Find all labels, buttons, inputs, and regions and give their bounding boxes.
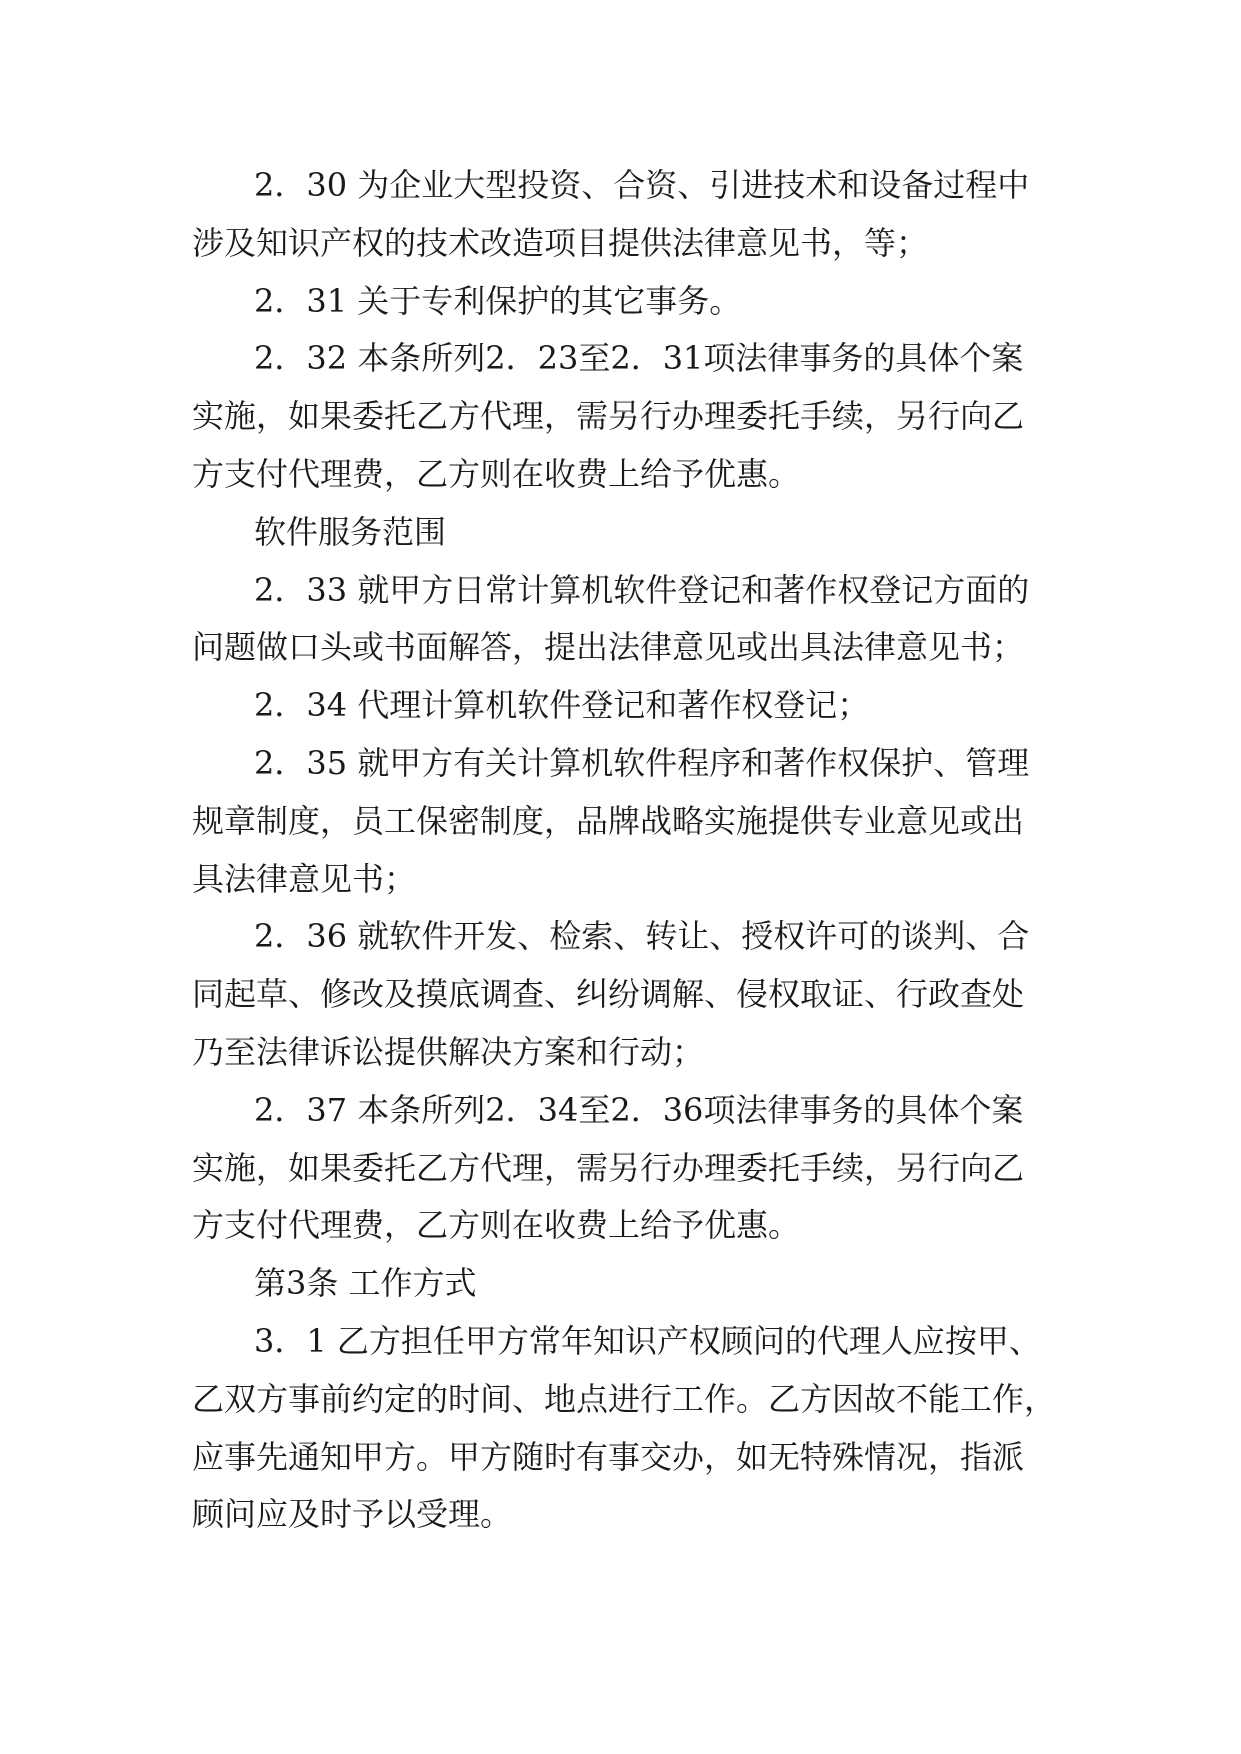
paragraph-3-1-line-2: 乙双方事前约定的时间、地点进行工作。乙方因故不能工作， <box>192 1379 1057 1418</box>
paragraph-2-36-line-1: 2．36 就软件开发、检索、转让、授权许可的谈判、合 <box>254 917 1030 956</box>
paragraph-2-32-line-1: 2．32 本条所列2．23至2．31项法律事务的具体个案 <box>254 339 1024 378</box>
paragraph-2-37-line-2: 实施，如果委托乙方代理，需另行办理委托手续，另行向乙 <box>192 1148 1025 1187</box>
paragraph-3-1-line-1: 3．1 乙方担任甲方常年知识产权顾问的代理人应按甲、 <box>254 1321 1041 1360</box>
paragraph-2-32-line-2: 实施，如果委托乙方代理，需另行办理委托手续，另行向乙 <box>192 397 1025 436</box>
paragraph-2-36-line-2: 同起草、修改及摸底调查、纠纷调解、侵权取证、行政查处 <box>192 975 1025 1014</box>
paragraph-3-1-line-4: 顾问应及时予以受理。 <box>192 1495 513 1534</box>
paragraph-2-33-line-1: 2．33 就甲方日常计算机软件登记和著作权登记方面的 <box>254 570 1030 609</box>
paragraph-2-35-line-2: 规章制度，员工保密制度，品牌战略实施提供专业意见或出 <box>192 801 1025 840</box>
section-heading-software-scope: 软件服务范围 <box>254 512 447 551</box>
document-body <box>192 157 1057 1544</box>
paragraph-2-33-line-2: 问题做口头或书面解答，提出法律意见或出具法律意见书； <box>192 628 1025 667</box>
paragraph-3-1-line-3: 应事先通知甲方。甲方随时有事交办，如无特殊情况，指派 <box>192 1437 1025 1476</box>
paragraph-2-30-line-1: 2．30 为企业大型投资、合资、引进技术和设备过程中 <box>254 166 1030 204</box>
paragraph-2-34-line-1: 2．34 代理计算机软件登记和著作权登记； <box>254 686 870 725</box>
paragraph-2-30-line-2: 涉及知识产权的技术改造项目提供法律意见书，等； <box>192 223 929 262</box>
article-3-heading: 第3条 工作方式 <box>254 1264 477 1303</box>
paragraph-2-36-line-3: 乃至法律诉讼提供解决方案和行动； <box>192 1032 705 1071</box>
paragraph-2-37-line-3: 方支付代理费，乙方则在收费上给予优惠。 <box>192 1206 801 1245</box>
paragraph-2-31-line-1: 2．31 关于专利保护的其它事务。 <box>254 281 742 320</box>
paragraph-2-35-line-3: 具法律意见书； <box>192 859 417 898</box>
paragraph-2-35-line-1: 2．35 就甲方有关计算机软件程序和著作权保护、管理 <box>254 743 1030 782</box>
paragraph-2-32-line-3: 方支付代理费，乙方则在收费上给予优惠。 <box>192 454 801 493</box>
paragraph-2-37-line-1: 2．37 本条所列2．34至2．36项法律事务的具体个案 <box>254 1090 1024 1129</box>
